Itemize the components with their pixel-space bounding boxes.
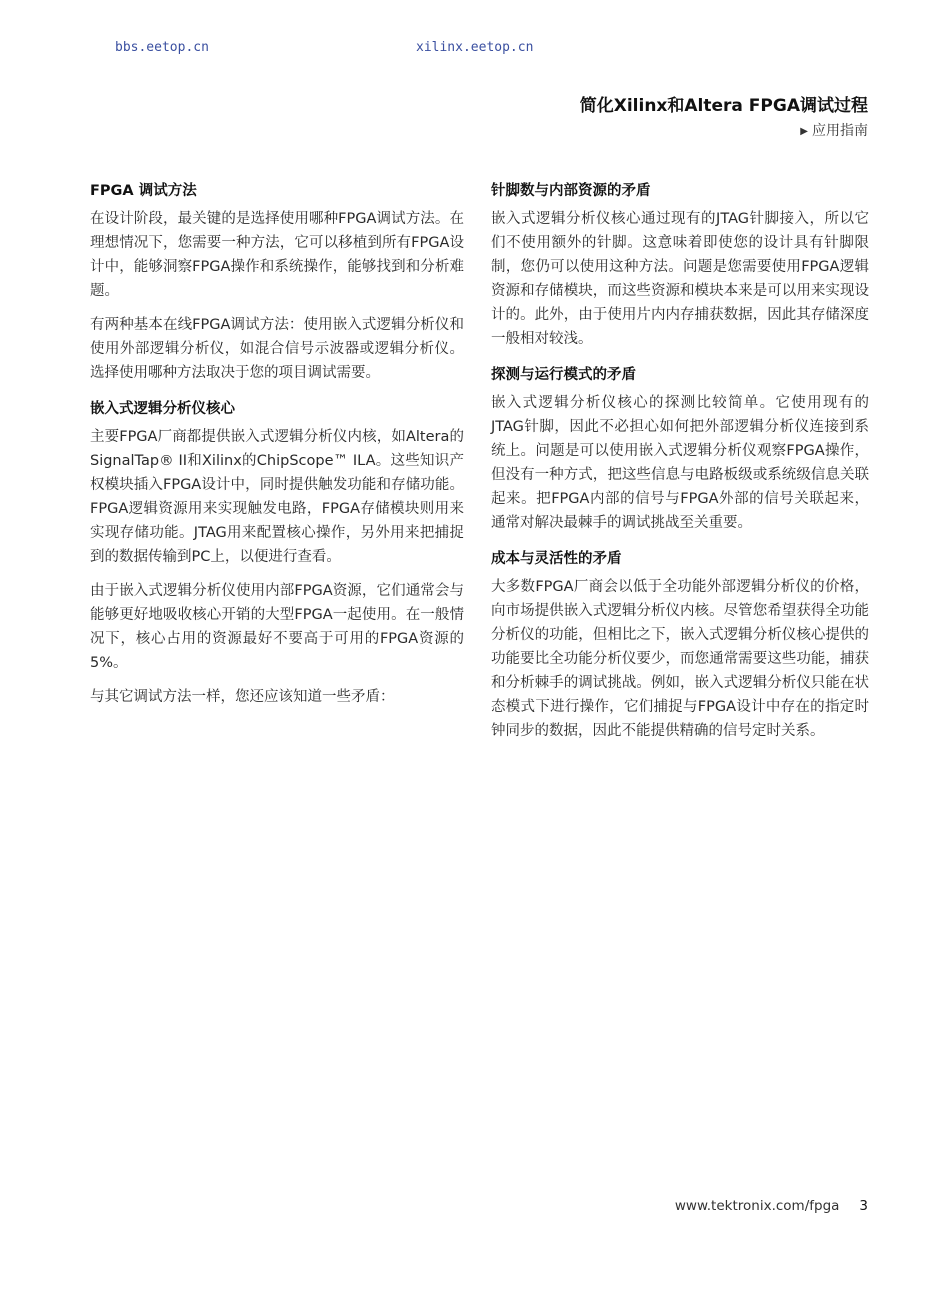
subtitle-text: 应用指南 xyxy=(812,123,868,139)
page-number: 3 xyxy=(859,1198,868,1214)
header-link-right[interactable]: xilinx.eetop.cn xyxy=(416,40,534,55)
paragraph: 嵌入式逻辑分析仪核心的探测比较简单。它使用现有的JTAG针脚，因此不必担心如何把外部逻辑分析仪连接到系统上。问题是可以使用嵌入式逻辑分析仪观察FPGA操作，但没有一种方式，把这些信息与电路板级或系统级信息关联起来。把FPGA内部的信号与FPGA外部的信号关联起来，通常对解决最棘手的调试挑战至关重要。 xyxy=(491,395,869,531)
footer xyxy=(675,1198,868,1214)
paragraph: 与其它调试方法一样，您还应该知道一些矛盾： xyxy=(90,689,395,705)
document-title: 简化Xilinx和Altera FPGA调试过程 xyxy=(579,96,868,116)
paragraph: 大多数FPGA厂商会以低于全功能外部逻辑分析仪的价格，向市场提供嵌入式逻辑分析仪内核。尽管您希望获得全功能分析仪的功能，但相比之下，嵌入式逻辑分析仪核心提供的功能要比全功能分析仪要少，而您通常需要这些功能，捕获和分析棘手的调试挑战。例如，嵌入式逻辑分析仪只能在状态模式下进行操作，它们捕捉与FPGA设计中存在的指定时钟同步的数据，因此不能提供精确的信号定时关系。 xyxy=(491,579,869,739)
paragraph: 有两种基本在线FPGA调试方法：使用嵌入式逻辑分析仪和使用外部逻辑分析仪，如混合信号示波器或逻辑分析仪。选择使用哪种方法取决于您的项目调试需要。 xyxy=(90,317,464,381)
paragraph: 主要FPGA厂商都提供嵌入式逻辑分析仪内核，如Altera的SignalTap® II和Xilinx的ChipScope™ ILA。这些知识产权模块插入FPGA设计中，同时提供触发功能和存储功能。FPGA逻辑资源用来实现触发电路，FPGA存储模块则用来实现存储功能。JTAG用来配置核心操作，另外用来把捕捉到的数据传输到PC上，以便进行查看。 xyxy=(90,429,464,565)
paragraph: 嵌入式逻辑分析仪核心通过现有的JTAG针脚接入，所以它们不使用额外的针脚。这意味着即使您的设计具有针脚限制，您仍可以使用这种方法。问题是您需要使用FPGA逻辑资源和存储模块，而这些资源和模块本来是可以用来实现设计的。此外，由于使用片内内存捕获数据，因此其存储深度一般相对较浅。 xyxy=(491,211,869,347)
paragraph: 在设计阶段，最关键的是选择使用哪种FPGA调试方法。在理想情况下，您需要一种方法，它可以移植到所有FPGA设计中，能够洞察FPGA操作和系统操作，能够找到和分析难题。 xyxy=(90,211,464,299)
triangle-right-icon: ▶ xyxy=(800,126,808,137)
section-heading-probing-vs-mode: 探测与运行模式的矛盾 xyxy=(491,367,636,383)
section-heading-cost-vs-flexibility: 成本与灵活性的矛盾 xyxy=(491,551,622,567)
section-heading-fpga-debug: FPGA 调试方法 xyxy=(90,183,197,199)
header-link-left[interactable]: bbs.eetop.cn xyxy=(115,40,209,55)
document-subtitle xyxy=(800,120,868,140)
right-column xyxy=(491,181,869,753)
section-heading-pins-vs-resources: 针脚数与内部资源的矛盾 xyxy=(491,183,651,199)
left-column xyxy=(90,181,464,719)
paragraph: 由于嵌入式逻辑分析仪使用内部FPGA资源，它们通常会与能够更好地吸收核心开销的大型FPGA一起使用。在一般情况下，核心占用的资源最好不要高于可用的FPGA资源的5%。 xyxy=(90,583,464,671)
section-heading-embedded-core: 嵌入式逻辑分析仪核心 xyxy=(90,401,235,417)
footer-url[interactable]: www.tektronix.com/fpga xyxy=(674,1198,840,1214)
